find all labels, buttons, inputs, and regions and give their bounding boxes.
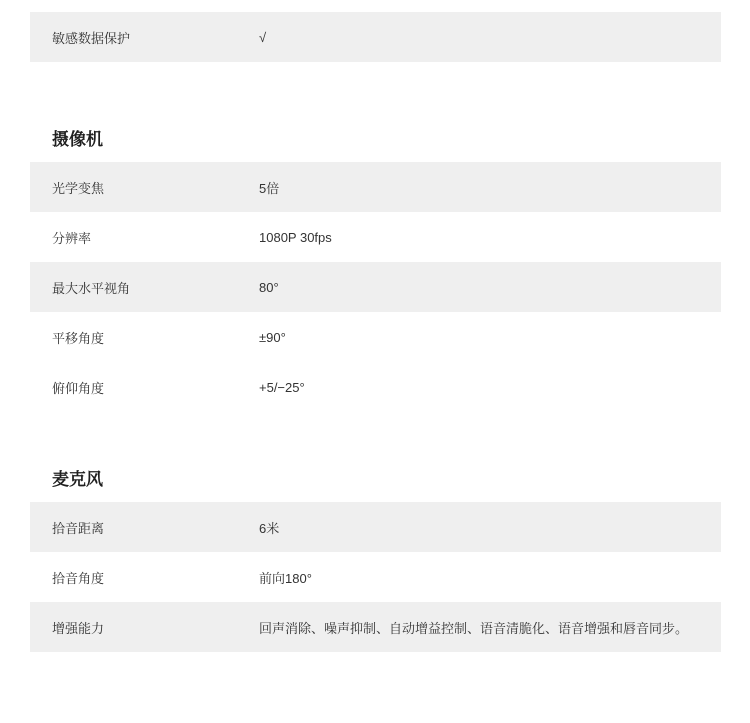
spec-value: 5倍 [259,180,280,196]
spec-label: 敏感数据保护 [52,30,131,46]
spec-row-pickup-distance [30,502,721,552]
spec-value: √ [259,29,267,45]
section-title-camera: 摄像机 [52,129,103,149]
spec-label: 光学变焦 [52,180,105,196]
spec-value: 6米 [259,520,280,536]
section-title-microphone: 麦克风 [52,469,103,489]
spec-row-enhancement [30,602,721,652]
spec-value: 1080P 30fps [259,229,332,245]
spec-label: 最大水平视角 [52,280,131,296]
spec-row-sensitive-data [30,12,721,62]
spec-label: 拾音角度 [52,570,105,586]
spec-page [30,12,721,652]
spec-label: 俯仰角度 [52,380,105,396]
spec-label: 平移角度 [52,330,105,346]
spec-row-horizontal-fov [30,262,721,312]
spec-value: 前向180° [259,570,312,586]
spec-value: 回声消除、噪声抑制、自动增益控制、语音清脆化、语音增强和唇音同步。 [259,620,689,636]
spec-row-optical-zoom [30,162,721,212]
spec-row-pan-angle [30,312,721,362]
spec-row-tilt-angle [30,362,721,412]
spec-row-pickup-angle [30,552,721,602]
spec-label: 增强能力 [52,620,105,636]
spec-label: 拾音距离 [52,520,105,536]
spec-value: ±90° [259,329,286,345]
spec-label: 分辨率 [52,230,92,246]
spec-row-resolution [30,212,721,262]
spec-value: 80° [259,279,279,295]
spec-value: +5/−25° [259,379,305,395]
